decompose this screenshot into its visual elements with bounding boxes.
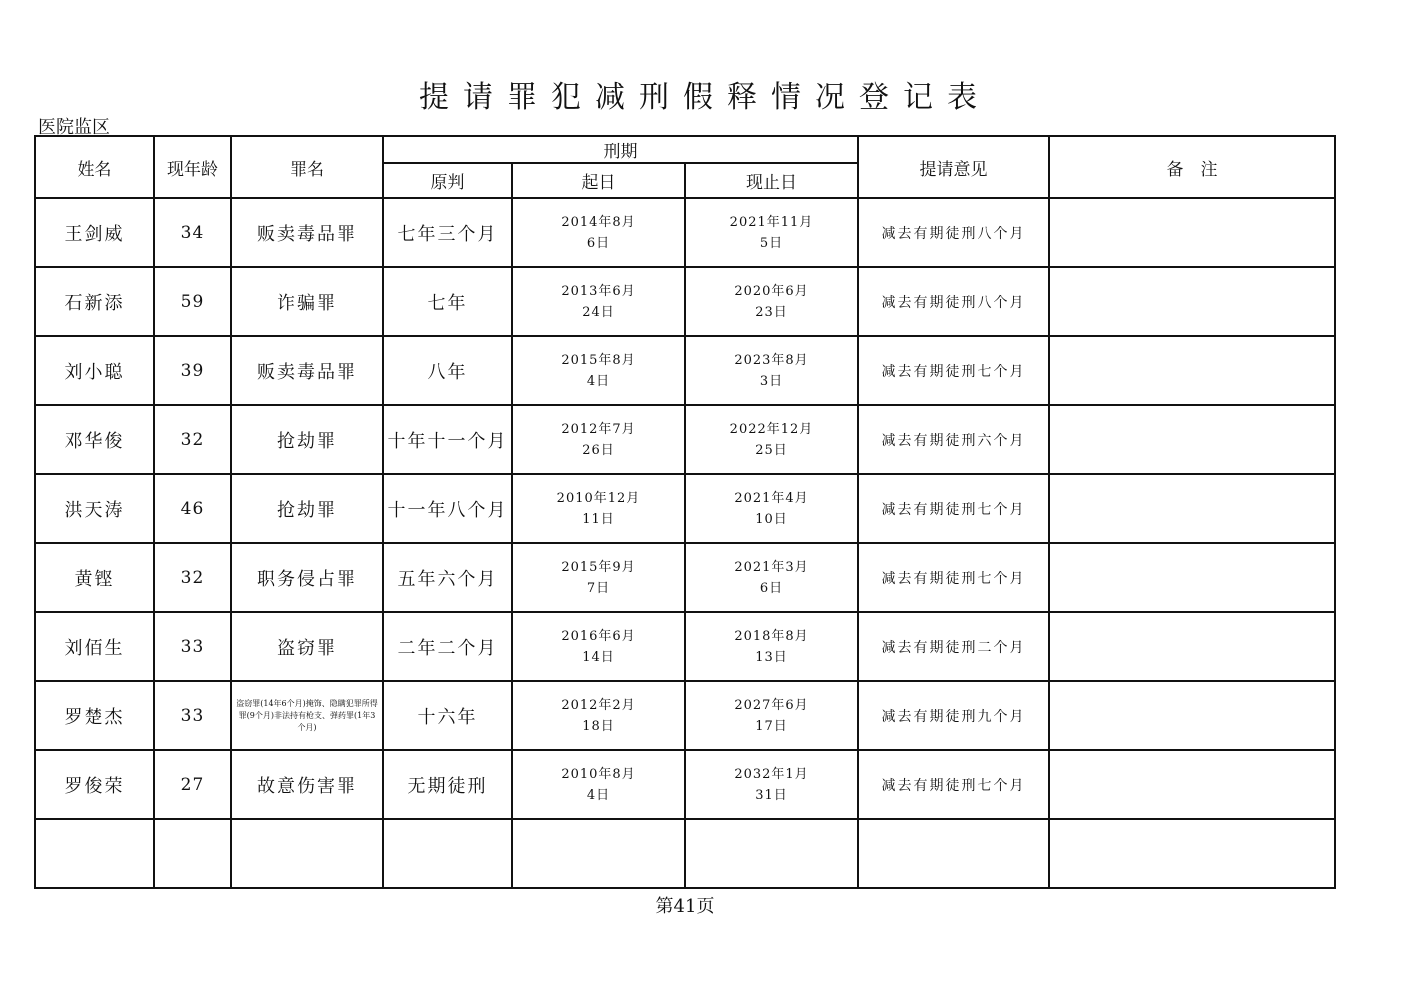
cell-crime: 抢劫罪 xyxy=(231,405,383,474)
cell-crime: 抢劫罪 xyxy=(231,474,383,543)
end-date-line2: 10日 xyxy=(755,511,788,527)
cell-original xyxy=(383,819,512,888)
register-table xyxy=(34,135,1336,889)
end-date-line2: 13日 xyxy=(755,649,788,665)
cell-end xyxy=(685,681,858,750)
cell-end xyxy=(685,198,858,267)
cell-remarks xyxy=(1049,819,1335,888)
end-date-line1: 2027年6月 xyxy=(734,697,809,713)
end-date-line2: 23日 xyxy=(755,304,788,320)
start-date-line1: 2015年9月 xyxy=(561,559,636,575)
cell-name: 刘佰生 xyxy=(35,612,154,681)
cell-start xyxy=(512,267,685,336)
cell-start xyxy=(512,198,685,267)
cell-remarks xyxy=(1049,405,1335,474)
cell-name: 刘小聪 xyxy=(35,336,154,405)
start-date-line2: 18日 xyxy=(582,718,615,734)
cell-end xyxy=(685,267,858,336)
header-age: 现年龄 xyxy=(154,136,231,198)
cell-age: 34 xyxy=(154,198,231,267)
start-date-line2: 6日 xyxy=(586,235,611,251)
cell-name: 洪天涛 xyxy=(35,474,154,543)
end-date-line1: 2018年8月 xyxy=(734,628,809,644)
end-date-line1: 2021年4月 xyxy=(734,490,809,506)
header-remarks: 备 注 xyxy=(1049,136,1335,198)
cell-end xyxy=(685,543,858,612)
cell-crime xyxy=(231,819,383,888)
start-date-line1: 2014年8月 xyxy=(561,214,636,230)
cell-remarks xyxy=(1049,474,1335,543)
cell-name xyxy=(35,819,154,888)
start-date-line1: 2016年6月 xyxy=(561,628,636,644)
table-row xyxy=(35,819,1335,888)
cell-end xyxy=(685,612,858,681)
cell-age: 32 xyxy=(154,405,231,474)
cell-age: 32 xyxy=(154,543,231,612)
cell-opinion: 减去有期徒刑七个月 xyxy=(858,474,1049,543)
cell-original: 十一年八个月 xyxy=(383,474,512,543)
cell-age xyxy=(154,819,231,888)
cell-opinion: 减去有期徒刑二个月 xyxy=(858,612,1049,681)
cell-end xyxy=(685,474,858,543)
table-row xyxy=(35,405,1335,474)
end-date-line1: 2021年11月 xyxy=(729,214,814,230)
cell-crime: 盗窃罪 xyxy=(231,612,383,681)
cell-remarks xyxy=(1049,750,1335,819)
cell-remarks xyxy=(1049,198,1335,267)
start-date-line2: 4日 xyxy=(586,787,611,803)
cell-original: 十六年 xyxy=(383,681,512,750)
end-date-line1: 2020年6月 xyxy=(734,283,809,299)
table-row xyxy=(35,612,1335,681)
cell-original: 五年六个月 xyxy=(383,543,512,612)
table-row xyxy=(35,543,1335,612)
cell-age: 46 xyxy=(154,474,231,543)
cell-start xyxy=(512,750,685,819)
cell-start xyxy=(512,819,685,888)
start-date-line2: 14日 xyxy=(582,649,615,665)
cell-opinion xyxy=(858,819,1049,888)
header-start: 起日 xyxy=(512,163,685,198)
cell-end xyxy=(685,750,858,819)
header-name: 姓名 xyxy=(35,136,154,198)
cell-name: 黄铿 xyxy=(35,543,154,612)
cell-end xyxy=(685,819,858,888)
cell-name: 邓华俊 xyxy=(35,405,154,474)
start-date-line1: 2010年12月 xyxy=(556,490,641,506)
cell-age: 27 xyxy=(154,750,231,819)
cell-remarks xyxy=(1049,267,1335,336)
unit-label: 医院监区 xyxy=(38,117,110,138)
cell-crime: 职务侵占罪 xyxy=(231,543,383,612)
start-date-line2: 24日 xyxy=(582,304,615,320)
start-date-line2: 4日 xyxy=(586,373,611,389)
start-date-line1: 2015年8月 xyxy=(561,352,636,368)
header-crime: 罪名 xyxy=(231,136,383,198)
end-date-line2: 25日 xyxy=(755,442,788,458)
end-date-line1: 2032年1月 xyxy=(734,766,809,782)
end-date-line2: 31日 xyxy=(755,787,788,803)
cell-end xyxy=(685,405,858,474)
start-date-line2: 11日 xyxy=(582,511,615,527)
cell-name: 石新添 xyxy=(35,267,154,336)
table-body xyxy=(35,198,1335,888)
start-date-line1: 2012年2月 xyxy=(561,697,636,713)
cell-name: 罗俊荣 xyxy=(35,750,154,819)
cell-end xyxy=(685,336,858,405)
end-date-line2: 3日 xyxy=(759,373,784,389)
cell-opinion: 减去有期徒刑八个月 xyxy=(858,267,1049,336)
cell-start xyxy=(512,681,685,750)
page-number: 第41页 xyxy=(655,896,715,917)
cell-crime: 贩卖毒品罪 xyxy=(231,336,383,405)
table-row xyxy=(35,198,1335,267)
start-date-line1: 2010年8月 xyxy=(561,766,636,782)
document-title: 提请罪犯减刑假释情况登记表 xyxy=(419,80,991,115)
cell-original: 十年十一个月 xyxy=(383,405,512,474)
start-date-line1: 2013年6月 xyxy=(561,283,636,299)
table-row xyxy=(35,336,1335,405)
end-date-line2: 17日 xyxy=(755,718,788,734)
cell-opinion: 减去有期徒刑六个月 xyxy=(858,405,1049,474)
cell-age: 33 xyxy=(154,612,231,681)
cell-opinion: 减去有期徒刑七个月 xyxy=(858,750,1049,819)
cell-original: 二年二个月 xyxy=(383,612,512,681)
cell-opinion: 减去有期徒刑八个月 xyxy=(858,198,1049,267)
cell-start xyxy=(512,336,685,405)
cell-opinion: 减去有期徒刑九个月 xyxy=(858,681,1049,750)
table-row xyxy=(35,681,1335,750)
start-date-line2: 7日 xyxy=(586,580,611,596)
cell-crime: 诈骗罪 xyxy=(231,267,383,336)
end-date-line2: 6日 xyxy=(759,580,784,596)
cell-crime: 盗窃罪(14年6个月)掩饰、隐瞒犯罪所得罪(9个月)非法持有枪支、弹药罪(1年3个月) xyxy=(231,681,383,750)
end-date-line1: 2022年12月 xyxy=(729,421,814,437)
cell-age: 59 xyxy=(154,267,231,336)
cell-crime: 故意伤害罪 xyxy=(231,750,383,819)
end-date-line2: 5日 xyxy=(759,235,784,251)
cell-name: 罗楚杰 xyxy=(35,681,154,750)
start-date-line1: 2012年7月 xyxy=(561,421,636,437)
cell-remarks xyxy=(1049,612,1335,681)
table-row xyxy=(35,474,1335,543)
cell-start xyxy=(512,543,685,612)
cell-start xyxy=(512,612,685,681)
cell-name: 王剑威 xyxy=(35,198,154,267)
cell-age: 33 xyxy=(154,681,231,750)
cell-original: 八年 xyxy=(383,336,512,405)
cell-original: 七年三个月 xyxy=(383,198,512,267)
header-opinion: 提请意见 xyxy=(858,136,1049,198)
header-end: 现止日 xyxy=(685,163,858,198)
header-original: 原判 xyxy=(383,163,512,198)
end-date-line1: 2021年3月 xyxy=(734,559,809,575)
cell-remarks xyxy=(1049,543,1335,612)
cell-start xyxy=(512,474,685,543)
cell-original: 七年 xyxy=(383,267,512,336)
table-row xyxy=(35,750,1335,819)
cell-remarks xyxy=(1049,336,1335,405)
cell-opinion: 减去有期徒刑七个月 xyxy=(858,543,1049,612)
start-date-line2: 26日 xyxy=(582,442,615,458)
cell-age: 39 xyxy=(154,336,231,405)
cell-crime: 贩卖毒品罪 xyxy=(231,198,383,267)
end-date-line1: 2023年8月 xyxy=(734,352,809,368)
table-row xyxy=(35,267,1335,336)
cell-original: 无期徒刑 xyxy=(383,750,512,819)
cell-start xyxy=(512,405,685,474)
cell-remarks xyxy=(1049,681,1335,750)
header-term: 刑期 xyxy=(383,136,858,163)
cell-opinion: 减去有期徒刑七个月 xyxy=(858,336,1049,405)
